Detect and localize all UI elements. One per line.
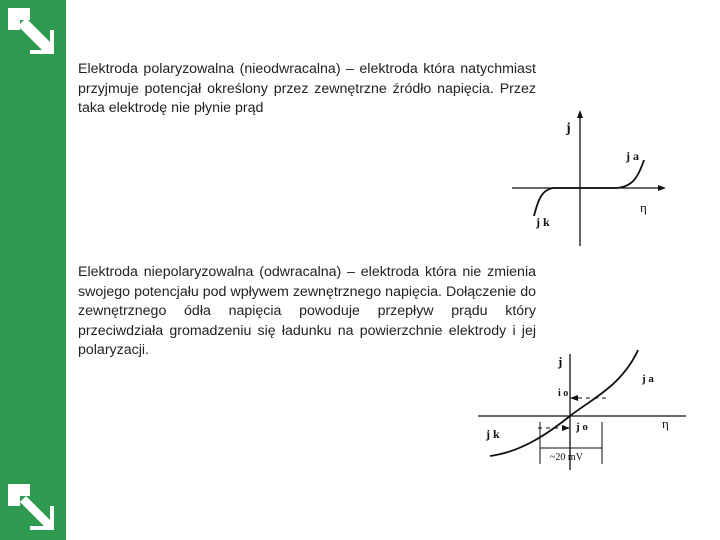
jk-label: j k bbox=[536, 215, 550, 229]
io-label: i o bbox=[558, 388, 569, 399]
term-nonpolarizable: Elektroda niepolaryzowalna (odwracalna) bbox=[78, 264, 342, 280]
curve-anodic bbox=[580, 160, 644, 188]
figure-nonpolarizable-curve bbox=[466, 340, 694, 480]
definition-polarizable: – elektroda która natychmiast przyjmuje potencjał określony przez zewnętrzne źródło napięcia. Przez taka elektrodę nie płynie prąd bbox=[78, 61, 536, 116]
term-polarizable: Elektroda polaryzowalna (nieodwracalna) bbox=[78, 61, 341, 77]
y-axis-arrow bbox=[577, 110, 583, 118]
y-axis-label: j bbox=[558, 354, 563, 369]
paragraph-polarizable-electrode bbox=[78, 60, 536, 119]
x-axis-arrow bbox=[658, 185, 666, 191]
sidebar-band bbox=[0, 0, 66, 540]
definition-nonpolarizable: – elektroda która nie zmienia swojego potencjału pod wpływem zewnętrznego napięcia. Dołączenie do zewnętrznego ódła napięcia powoduje przepływ prądu który przeciwdziała gromadzeniu się ładunku na powierzchnie elektrody i jej polaryzacji. bbox=[78, 264, 536, 358]
curve-cathodic bbox=[534, 188, 580, 216]
arrow-down-right-icon bbox=[6, 6, 56, 56]
ja-label: j a bbox=[642, 373, 654, 385]
eta-label: η bbox=[640, 200, 647, 215]
jo-label: j o bbox=[576, 421, 588, 433]
arrow-down-right-icon bbox=[6, 482, 56, 532]
io-curve bbox=[490, 350, 638, 456]
ja-label: j a bbox=[626, 149, 639, 163]
span-label: ~20 mV bbox=[550, 452, 583, 463]
y-axis-label: j bbox=[566, 121, 571, 136]
figure-polarizable-curve bbox=[476, 98, 680, 254]
jk-label: j k bbox=[486, 427, 500, 441]
eta-label: η bbox=[662, 416, 669, 431]
